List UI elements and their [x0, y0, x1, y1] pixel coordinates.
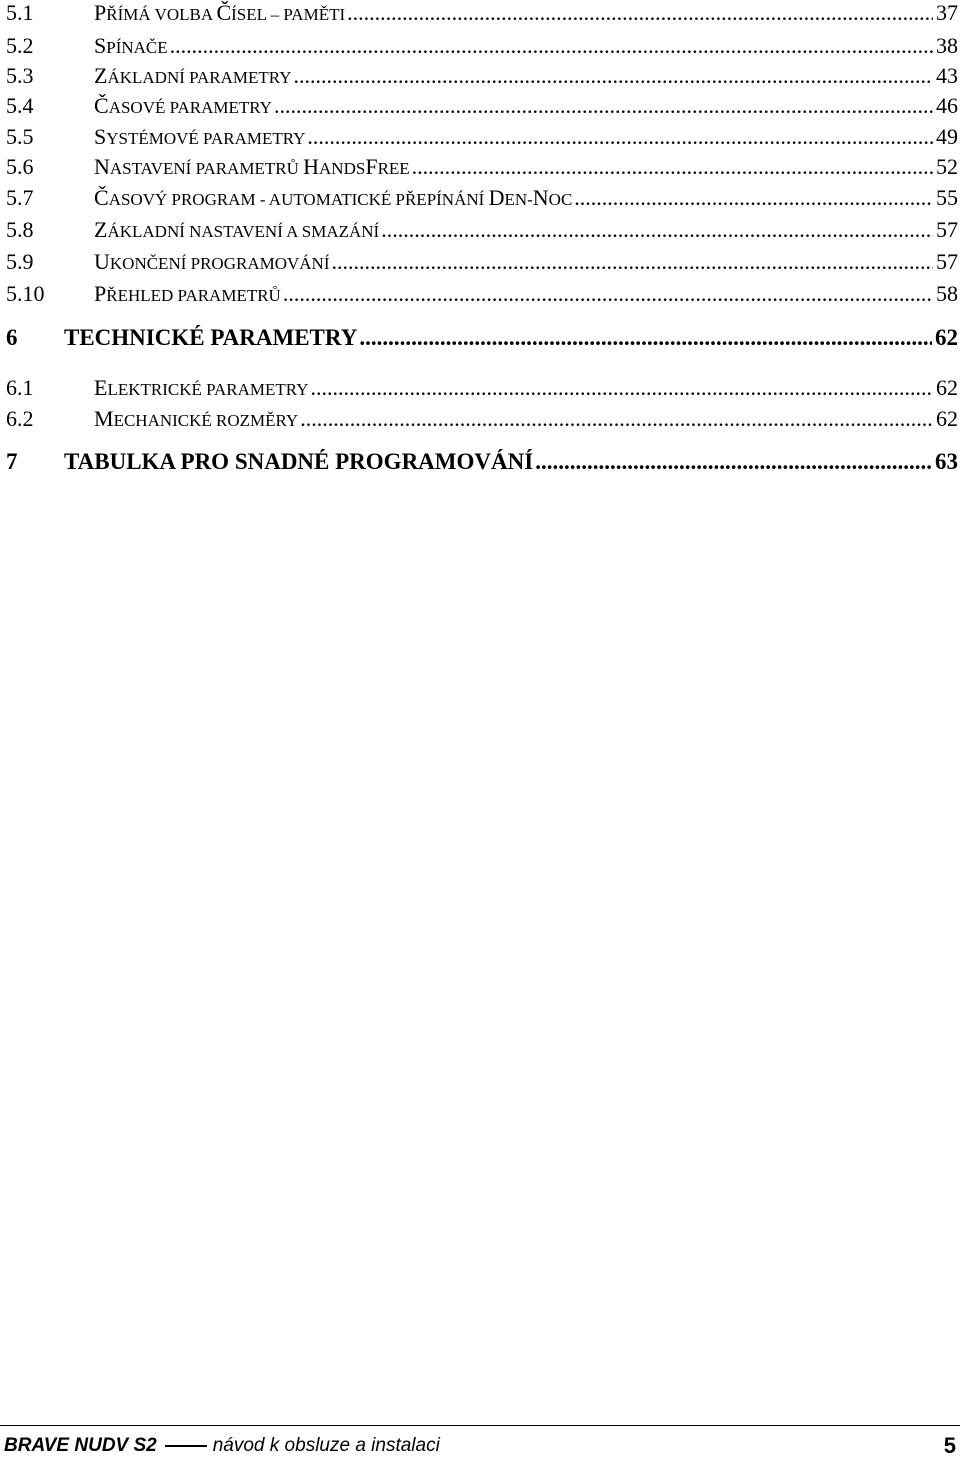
toc-entry-page: 57 [936, 249, 958, 274]
toc-leader-dots [300, 406, 933, 432]
toc-title-rest: YSTÉMOVÉ PARAMETRY [106, 129, 306, 148]
toc-title-rest: ÍSEL [231, 5, 271, 24]
toc-title-rest: ASOVÝ PROGRAM - AUTOMATICKÉ PŘEPÍNÁNÍ [108, 190, 489, 209]
toc-entry-title [94, 0, 345, 26]
toc-leader-dots [574, 185, 933, 211]
toc-entry-page: 49 [936, 124, 958, 149]
toc-entry-title [94, 185, 572, 211]
toc-leader-dots [347, 0, 933, 26]
toc-entry-number: 5.9 [6, 249, 34, 274]
toc-title-initial: N [94, 154, 110, 179]
toc-chapter-row[interactable] [0, 325, 958, 351]
toc-entry-title: TABULKA PRO SNADNÉ PROGRAMOVÁNÍ [64, 449, 534, 474]
toc-title-rest: – PAMĚTI [270, 5, 346, 24]
toc-leader-dots [170, 33, 933, 59]
toc-title-initial: P [94, 0, 107, 25]
toc-entry-number: 6 [6, 325, 18, 350]
toc-entry-number: 5.1 [6, 0, 34, 25]
toc-entry-number: 6.2 [6, 406, 34, 431]
toc-title-initial: F [365, 154, 378, 179]
toc-leader-dots [283, 281, 933, 307]
toc-entry-page: 62 [935, 325, 958, 350]
toc-entry-title: TECHNICKÉ PARAMETRY [64, 325, 358, 350]
toc-title-rest: OC [548, 190, 573, 209]
toc-leader-dots [307, 124, 933, 150]
toc-entry-page: 63 [935, 449, 958, 474]
toc-title-rest: LEKTRICKÉ PARAMETRY [107, 380, 309, 399]
toc-leader-dots [359, 325, 932, 351]
toc-section-row[interactable] [0, 375, 958, 401]
toc-title-rest: KONČENÍ PROGRAMOVÁNÍ [109, 254, 330, 273]
toc-entry-title [94, 375, 308, 401]
toc-title-initial: S [94, 33, 107, 58]
toc-title-rest: REE [377, 159, 410, 178]
toc-title-initial: E [94, 375, 108, 400]
toc-title-rest: ANDS [319, 159, 366, 178]
toc-entry-number: 5.3 [6, 63, 34, 88]
toc-entry-title [94, 281, 281, 307]
footer-dash [165, 1445, 207, 1447]
toc-leader-dots [535, 449, 932, 475]
toc-entry-page: 62 [936, 406, 958, 431]
toc-entry-title [94, 406, 298, 432]
toc-section-row[interactable] [0, 154, 958, 180]
toc-section-row[interactable] [0, 185, 958, 211]
toc-leader-dots [331, 249, 933, 275]
toc-title-rest: ŘEHLED PARAMETRŮ [106, 286, 281, 305]
toc-title-initial: Č [94, 185, 109, 210]
toc-entry-title [94, 154, 410, 180]
toc-title-initial: M [94, 406, 114, 431]
toc-title-rest: ASTAVENÍ PARAMETRŮ [109, 159, 304, 178]
footer-brand: BRAVE NUDV S2 [4, 1435, 157, 1456]
toc-entry-number: 5.10 [6, 281, 45, 306]
toc-entry-number: 5.7 [6, 185, 34, 210]
toc-entry-number: 5.2 [6, 33, 34, 58]
toc-section-row[interactable] [0, 249, 958, 275]
toc-entry-title [94, 217, 379, 243]
toc-entry-page: 52 [936, 154, 958, 179]
toc-section-row[interactable] [0, 63, 958, 89]
toc-title-initial: P [94, 281, 107, 306]
footer-subtitle: návod k obsluze a instalaci [212, 1435, 440, 1456]
toc-entry-number: 5.8 [6, 217, 34, 242]
toc-entry-title [94, 33, 168, 59]
toc-entry-page: 62 [936, 375, 958, 400]
toc-title-initial: U [94, 249, 110, 274]
toc-section-row[interactable] [0, 406, 958, 432]
toc-entry-title [94, 249, 329, 275]
toc-title-initial: D [488, 185, 505, 210]
footer-rule [0, 1425, 960, 1426]
toc-entry-page: 55 [936, 185, 958, 210]
toc-section-row[interactable] [0, 281, 958, 307]
toc-section-row[interactable] [0, 217, 958, 243]
toc-leader-dots [412, 154, 933, 180]
page-footer [0, 1425, 960, 1461]
toc-title-rest: ASOVÉ PARAMETRY [108, 98, 272, 117]
toc-section-row[interactable] [0, 124, 958, 150]
toc-entry-number: 6.1 [6, 375, 34, 400]
toc-title-initial: S [94, 124, 107, 149]
toc-title-initial: N [532, 185, 549, 210]
toc-entry-page: 58 [936, 281, 958, 306]
toc-entry-page: 46 [936, 93, 958, 118]
toc-entry-page: 57 [936, 217, 958, 242]
toc-title-rest: ÁKLADNÍ NASTAVENÍ A SMAZÁNÍ [107, 222, 380, 241]
toc-entry-page: 38 [936, 33, 958, 58]
toc-entry-title [94, 93, 272, 119]
toc-title-initial: Č [216, 0, 232, 25]
toc-section-row[interactable] [0, 33, 958, 59]
toc-entry-number: 7 [6, 449, 18, 474]
toc-leader-dots [381, 217, 933, 243]
toc-title-rest: PÍNAČE [106, 38, 168, 57]
toc-title-initial: H [303, 154, 320, 179]
toc-title-rest: ECHANICKÉ ROZMĚRY [113, 411, 299, 430]
toc-entry-number: 5.5 [6, 124, 34, 149]
toc-entry-number: 5.4 [6, 93, 34, 118]
footer-caption [4, 1435, 440, 1457]
toc-section-row[interactable] [0, 0, 958, 26]
toc-title-initial: Z [94, 63, 108, 88]
toc-chapter-row[interactable] [0, 449, 958, 475]
toc-section-row[interactable] [0, 93, 958, 119]
toc-title-rest: ÁKLADNÍ PARAMETRY [107, 68, 292, 87]
toc-entry-title [94, 63, 291, 89]
toc-leader-dots [274, 93, 933, 119]
toc-title-rest: ŘÍMÁ VOLBA [106, 5, 217, 24]
toc-entry-number: 5.6 [6, 154, 34, 179]
toc-leader-dots [293, 63, 933, 89]
toc-entry-page: 37 [936, 0, 958, 25]
toc-title-initial: Č [94, 93, 109, 118]
toc-entry-page: 43 [936, 63, 958, 88]
toc-leader-dots [310, 375, 933, 401]
toc-title-rest: EN- [504, 190, 533, 209]
toc-entry-title [94, 124, 305, 150]
footer-page-number: 5 [943, 1433, 956, 1458]
toc-title-initial: Z [94, 217, 108, 242]
